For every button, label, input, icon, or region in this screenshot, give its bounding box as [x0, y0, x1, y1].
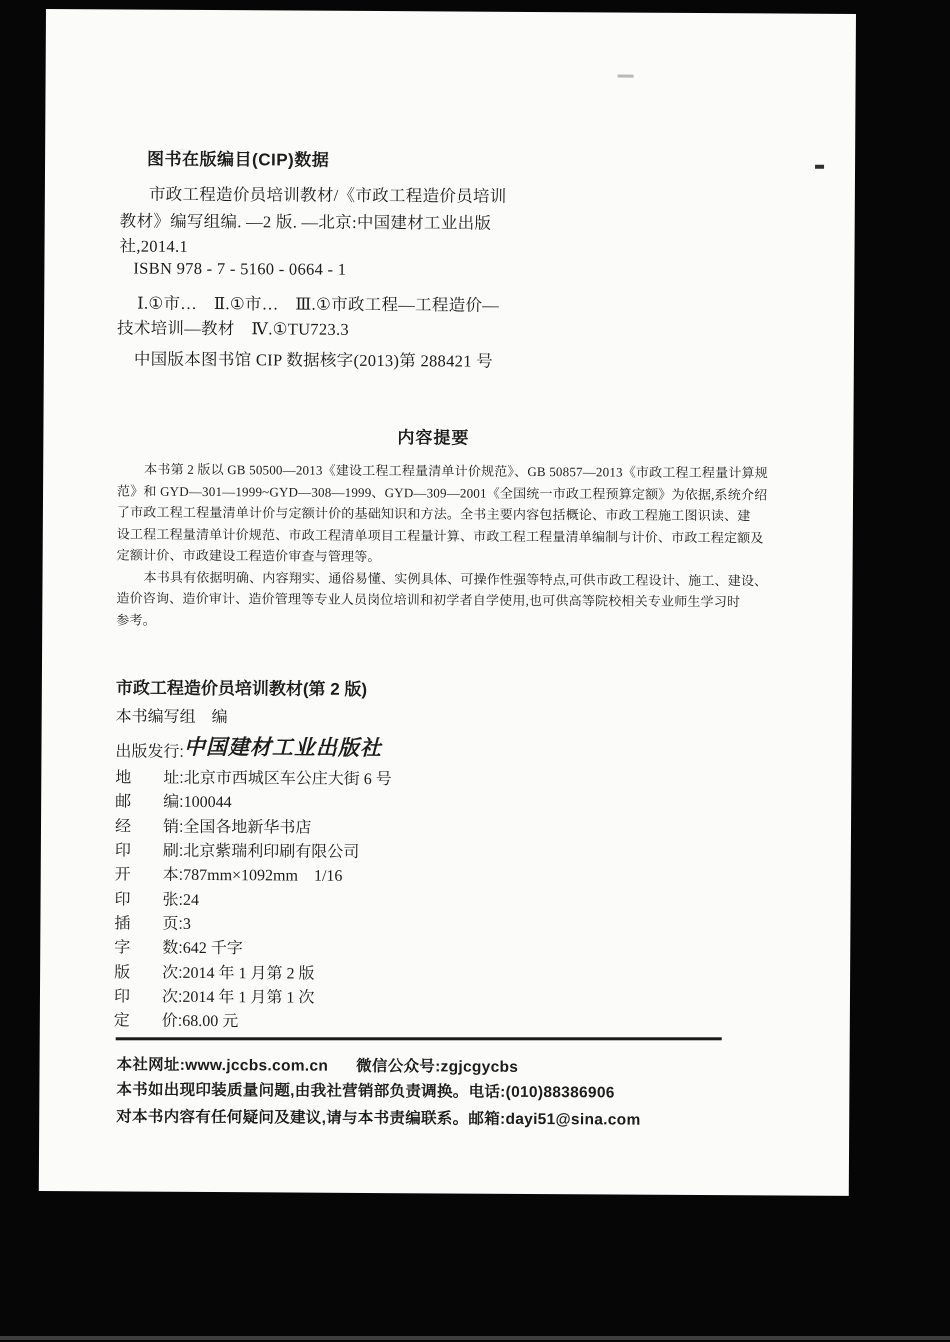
publisher-row	[115, 733, 382, 765]
scanner-edge-strip	[0, 1336, 950, 1340]
info-value: 2014 年 1 月第 2 版	[182, 964, 315, 983]
info-label: 开 本:	[114, 866, 184, 884]
publisher-label: 出版发行:	[115, 743, 184, 761]
info-row-inserts	[114, 910, 191, 933]
abstract-line: 范》和 GYD—301—1999~GYD—308—1999、GYD—309—2001《全国统一市政工程预算定额》为依据,系统介绍	[117, 483, 768, 503]
info-label: 印 刷:	[114, 842, 184, 860]
abstract-heading: 内容提要	[397, 428, 470, 448]
info-row-sheets	[115, 886, 200, 910]
isbn-line: ISBN 978 - 7 - 5160 - 0664 - 1	[133, 258, 347, 279]
info-row-wordcount	[114, 934, 243, 958]
info-label: 字 数:	[114, 939, 183, 957]
info-value: 642 千字	[182, 939, 243, 958]
footer-wechat: 微信公众号:zgjcgycbs	[356, 1057, 519, 1076]
cip-line: 社,2014.1	[119, 236, 189, 256]
abstract-line: 设工程工程量清单计价规范、市政工程清单项目工程量计算、市政工程工程量清单编制与计价、市政工程定额及	[116, 526, 764, 546]
publisher-name-calligraphy: 中国建材工业出版社	[183, 734, 383, 761]
info-label: 经 销:	[114, 818, 184, 836]
cip-line: 市政工程造价员培训教材/《市政工程造价员培训	[148, 184, 507, 206]
footer-website: 本社网址:www.jccbs.com.cn	[116, 1056, 329, 1075]
info-label: 地 址:	[115, 769, 184, 787]
abstract-line: 了市政工程工程量清单计价与定额计价的基础知识和方法。全书主要内容包括概论、市政工程施工图识读、建	[116, 504, 751, 524]
info-label: 邮 编:	[115, 793, 184, 811]
footer-quality-line: 本书如出现印装质量问题,由我社营销部负责调换。电话:(010)88386906	[116, 1081, 615, 1102]
cip-heading: 图书在版编目(CIP)数据	[147, 149, 330, 170]
info-value: 100044	[183, 793, 232, 812]
cip-classification-line: 技术培训—教材 Ⅳ.①TU723.3	[116, 318, 350, 339]
info-label: 版 次:	[114, 964, 183, 982]
info-value: 北京市西城区车公庄大街 6 号	[183, 769, 392, 789]
info-row-format	[115, 861, 343, 885]
cip-line: 教材》编写组编. —2 版. —北京:中国建材工业出版	[119, 211, 492, 233]
info-label: 印 张:	[114, 891, 184, 909]
footer-contact-line: 对本书内容有任何疑问及建议,请与本书责编联系。邮箱:dayi51@sina.com	[116, 1108, 641, 1129]
footer-website-line	[116, 1052, 518, 1076]
book-copyright-page	[39, 9, 856, 1196]
abstract-line: 造价咨询、造价审计、造价管理等专业人员岗位培训和初学者自学使用,也可供高等院校相关专业师生学习时	[116, 590, 741, 610]
cip-classification-line: Ⅰ.①市… Ⅱ.①市… Ⅲ.①市政工程—工程造价—	[137, 293, 500, 315]
info-label: 印 次:	[113, 988, 183, 1006]
info-value: 787mm×1092mm 1/16	[183, 866, 343, 885]
scan-artifact-dash	[618, 74, 634, 77]
cip-record-number-line: 中国版本图书馆 CIP 数据核字(2013)第 288421 号	[133, 349, 494, 371]
info-value: 2014 年 1 月第 1 次	[182, 988, 315, 1007]
abstract-line: 本书第 2 版以 GB 50500—2013《建设工程工程量清单计价规范》、GB 50857—2013《市政工程工程量计算规	[144, 461, 769, 481]
info-value: 24	[182, 891, 200, 909]
info-value: 3	[182, 915, 191, 933]
info-value: 68.00 元	[182, 1012, 239, 1031]
scan-artifact-dash	[815, 165, 824, 169]
info-row-edition	[114, 959, 315, 983]
info-value: 北京紫瑞利印刷有限公司	[183, 842, 360, 861]
abstract-line: 本书具有依据明确、内容翔实、通俗易懂、实例具体、可操作性强等特点,可供市政工程设计、施工、建设、	[143, 569, 768, 589]
info-label: 插 页:	[114, 915, 183, 933]
info-row-postcode	[115, 788, 232, 812]
abstract-line: 参考。	[116, 612, 156, 628]
abstract-line: 定额计价、市政建设工程造价审查与管理等。	[116, 547, 381, 565]
info-row-address	[115, 764, 392, 789]
book-title: 市政工程造价员培训教材(第 2 版)	[115, 678, 368, 699]
info-row-distribution	[115, 813, 312, 837]
info-row-printing	[114, 983, 315, 1007]
info-label: 定 价:	[113, 1012, 183, 1030]
info-row-printer	[115, 837, 360, 861]
editor-line: 本书编写组 编	[115, 708, 228, 727]
divider-rule	[116, 1037, 722, 1040]
info-value: 全国各地新华书店	[183, 818, 312, 837]
info-row-price	[114, 1007, 239, 1031]
